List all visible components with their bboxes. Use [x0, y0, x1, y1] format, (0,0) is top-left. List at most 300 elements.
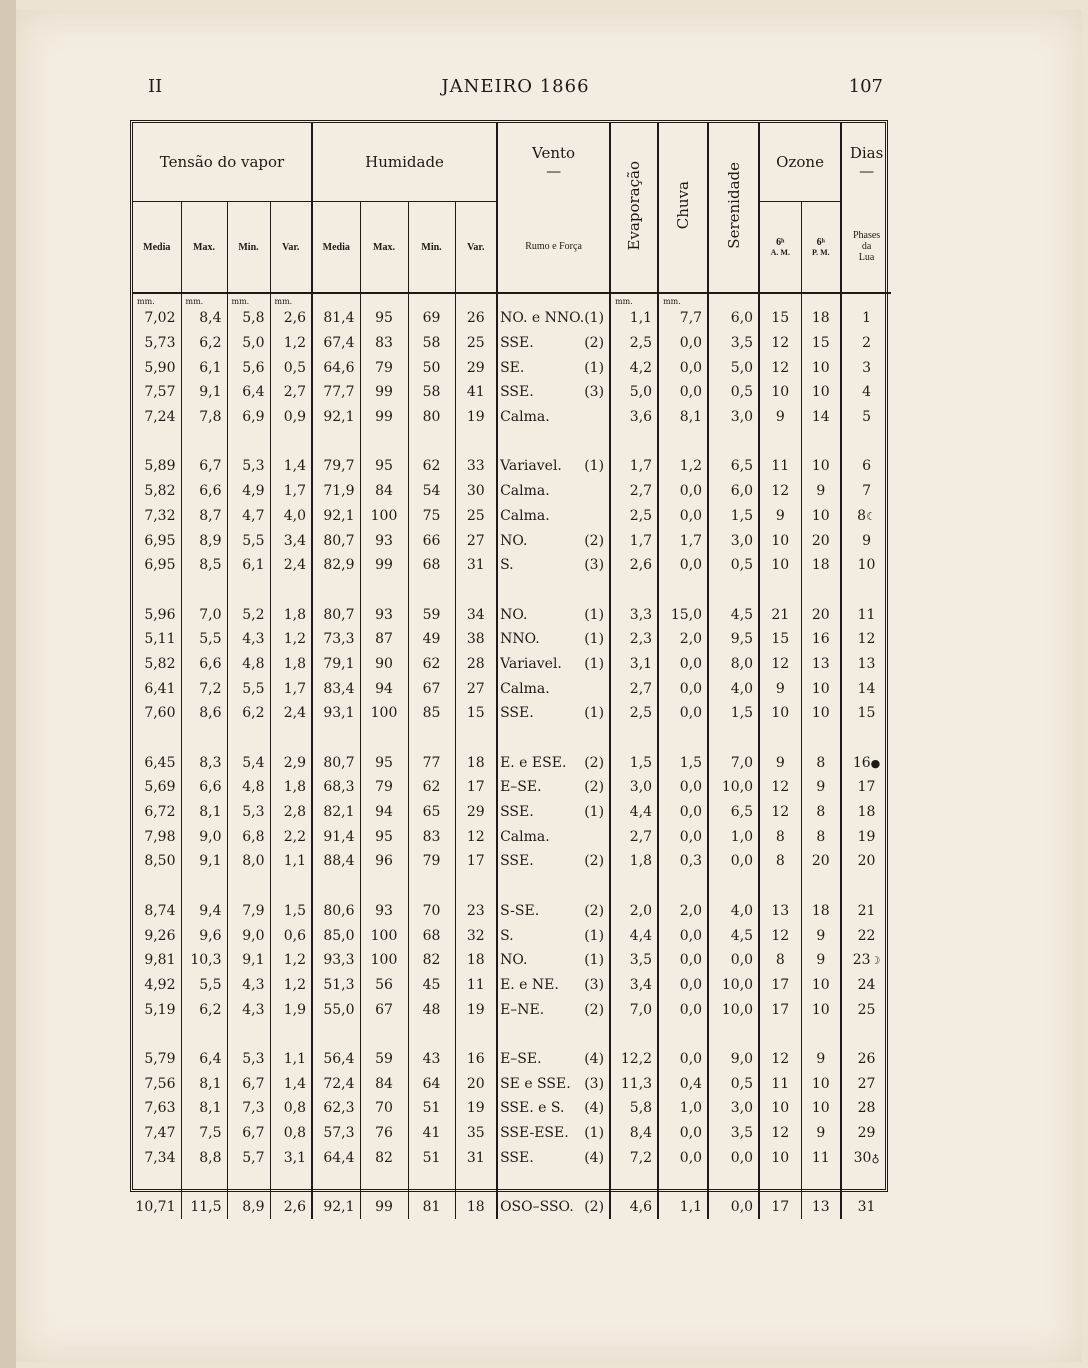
cell-tv: 3,1 [270, 1145, 312, 1170]
cell-tv: 1,8 [270, 652, 312, 677]
cell-op: 10 [801, 355, 841, 380]
cell-tv: 2,4 [270, 701, 312, 726]
table-row [133, 627, 891, 652]
cell-op: 9 [801, 1047, 841, 1072]
cell-hx: 99 [360, 405, 408, 430]
cell-tn: 6,7 [227, 1071, 270, 1096]
vento-direction: E–NE. [500, 1001, 545, 1018]
cell-dia [841, 899, 891, 924]
cell-hv: 34 [455, 602, 497, 627]
cell-hx: 87 [360, 627, 408, 652]
cell-hx: 100 [360, 701, 408, 726]
table-row [133, 1071, 891, 1096]
cell-hn: 51 [408, 1145, 455, 1170]
cell-hv: 19 [455, 1096, 497, 1121]
cell-tv: 1,1 [270, 849, 312, 874]
cell-tx: 8,1 [181, 1096, 227, 1121]
cell-hn: 83 [408, 824, 455, 849]
cell-dia [841, 454, 891, 479]
cell-hn: 58 [408, 331, 455, 356]
cell-tn: 5,0 [227, 331, 270, 356]
cell-hx: 59 [360, 1047, 408, 1072]
header-humidade-media: Media [312, 202, 360, 294]
cell-tv: 0,8 [270, 1121, 312, 1146]
cell-oa: 12 [759, 775, 801, 800]
cell-hv: 18 [455, 948, 497, 973]
cell-ev: 7,2 [610, 1145, 658, 1170]
table-row [133, 997, 891, 1022]
cell-tn: 5,5 [227, 676, 270, 701]
cell-hm: 83,4 [312, 676, 360, 701]
cell-oa: 17 [759, 997, 801, 1022]
cell-ev: 4,4 [610, 800, 658, 825]
cell-oa: 12 [759, 479, 801, 504]
cell-op: 13 [801, 1195, 841, 1220]
cell-vento [497, 997, 610, 1022]
vento-force: (1) [584, 655, 605, 672]
day-number: 18 [857, 804, 876, 821]
cell-hv: 12 [455, 824, 497, 849]
cell-tm: 5,79 [133, 1047, 181, 1072]
cell-oa: 17 [759, 1195, 801, 1220]
cell-tn: 4,9 [227, 479, 270, 504]
cell-hm: 56,4 [312, 1047, 360, 1072]
cell-tm: 5,82 [133, 652, 181, 677]
cell-dia [841, 331, 891, 356]
vento-force: (4) [584, 1100, 605, 1117]
day-number: 12 [857, 631, 876, 648]
cell-se: 0,0 [708, 1195, 759, 1220]
cell-hn: 49 [408, 627, 455, 652]
cell-hn: 85 [408, 701, 455, 726]
cell-oa: 12 [759, 355, 801, 380]
header-ozone: Ozone [759, 123, 841, 202]
cell-hn: 64 [408, 1071, 455, 1096]
cell-hv: 41 [455, 380, 497, 405]
cell-hv: 19 [455, 405, 497, 430]
cell-tn: 8,9 [227, 1195, 270, 1220]
cell-op: 18 [801, 553, 841, 578]
cell-se: 0,5 [708, 380, 759, 405]
day-number: 28 [857, 1100, 876, 1117]
cell-hm: 80,6 [312, 899, 360, 924]
table-row [133, 824, 891, 849]
cell-op: 10 [801, 1071, 841, 1096]
cell-se: 3,0 [708, 528, 759, 553]
cell-hm: 51,3 [312, 973, 360, 998]
cell-ev: 1,5 [610, 750, 658, 775]
cell-se: 1,5 [708, 701, 759, 726]
moon-phase-icon: ☽ [870, 954, 881, 968]
cell-tm: 7,24 [133, 405, 181, 430]
header-vento-label: Vento [532, 144, 576, 163]
table-row [133, 1145, 891, 1170]
cell-hn: 62 [408, 454, 455, 479]
cell-se: 6,0 [708, 306, 759, 331]
cell-vento [497, 355, 610, 380]
table-row [133, 331, 891, 356]
cell-ev: 2,0 [610, 899, 658, 924]
table-row [133, 528, 891, 553]
cell-dia [841, 1096, 891, 1121]
table-row [133, 1096, 891, 1121]
cell-ch: 1,2 [658, 454, 708, 479]
day-number: 19 [857, 828, 876, 845]
cell-ev: 3,1 [610, 652, 658, 677]
cell-vento [497, 1096, 610, 1121]
vento-force: (2) [584, 779, 605, 796]
vento-direction: SSE. [500, 335, 534, 352]
cell-tv: 3,4 [270, 528, 312, 553]
cell-hn: 41 [408, 1121, 455, 1146]
cell-op: 13 [801, 652, 841, 677]
cell-hv: 23 [455, 899, 497, 924]
vento-direction: E. e ESE. [500, 754, 567, 771]
cell-dia [841, 627, 891, 652]
group-spacer [133, 578, 891, 603]
table-row [133, 676, 891, 701]
cell-oa: 9 [759, 676, 801, 701]
cell-oa: 12 [759, 331, 801, 356]
moon-phase-icon: ● [870, 756, 881, 770]
cell-tm: 5,96 [133, 602, 181, 627]
cell-ch: 0,0 [658, 1145, 708, 1170]
cell-hn: 80 [408, 405, 455, 430]
cell-ev: 1,8 [610, 849, 658, 874]
vento-direction: NO. [500, 952, 528, 969]
cell-hn: 75 [408, 504, 455, 529]
vento-direction: E. e NE. [500, 976, 559, 993]
cell-dia [841, 1121, 891, 1146]
vento-force: (1) [584, 804, 605, 821]
cell-hv: 17 [455, 849, 497, 874]
cell-vento [497, 380, 610, 405]
cell-hv: 35 [455, 1121, 497, 1146]
cell-tm: 7,57 [133, 380, 181, 405]
cell-dia [841, 306, 891, 331]
header-dias-label: Dias [849, 144, 884, 163]
table-row [133, 1047, 891, 1072]
cell-tm: 6,45 [133, 750, 181, 775]
cell-tv: 4,0 [270, 504, 312, 529]
cell-tx: 8,9 [181, 528, 227, 553]
cell-hn: 59 [408, 602, 455, 627]
cell-oa: 10 [759, 701, 801, 726]
cell-op: 10 [801, 676, 841, 701]
cell-tm: 7,56 [133, 1071, 181, 1096]
table-row [133, 553, 891, 578]
day-number: 27 [857, 1075, 876, 1092]
cell-hm: 92,1 [312, 1195, 360, 1220]
cell-op: 8 [801, 800, 841, 825]
cell-ch: 2,0 [658, 899, 708, 924]
vento-direction: SSE. [500, 853, 534, 870]
cell-op: 10 [801, 1096, 841, 1121]
cell-op: 10 [801, 454, 841, 479]
cell-ev: 3,4 [610, 973, 658, 998]
day-number: 29 [857, 1125, 876, 1142]
vento-direction: E–SE. [500, 779, 542, 796]
cell-tn: 6,1 [227, 553, 270, 578]
cell-op: 9 [801, 948, 841, 973]
cell-hv: 29 [455, 800, 497, 825]
cell-ev: 1,1 [610, 306, 658, 331]
day-number: 11 [857, 606, 876, 623]
cell-hm: 62,3 [312, 1096, 360, 1121]
cell-ch: 2,0 [658, 627, 708, 652]
cell-dia [841, 528, 891, 553]
cell-ev: 4,4 [610, 923, 658, 948]
cell-tn: 6,7 [227, 1121, 270, 1146]
cell-oa: 15 [759, 627, 801, 652]
cell-hv: 33 [455, 454, 497, 479]
vento-force: (1) [584, 359, 605, 376]
cell-tv: 1,4 [270, 454, 312, 479]
table-row [133, 504, 891, 529]
cell-ev: 12,2 [610, 1047, 658, 1072]
cell-ev: 1,7 [610, 528, 658, 553]
cell-vento [497, 627, 610, 652]
cell-hm: 82,9 [312, 553, 360, 578]
cell-ch: 0,0 [658, 701, 708, 726]
cell-hx: 70 [360, 1096, 408, 1121]
cell-tx: 8,1 [181, 800, 227, 825]
table-row [133, 775, 891, 800]
cell-oa: 8 [759, 948, 801, 973]
cell-hm: 71,9 [312, 479, 360, 504]
vento-force: (3) [584, 384, 605, 401]
cell-tv: 2,8 [270, 800, 312, 825]
table-body [133, 306, 891, 1219]
day-number: 6 [862, 458, 872, 475]
cell-hn: 45 [408, 973, 455, 998]
group-spacer [133, 1022, 891, 1047]
cell-vento [497, 405, 610, 430]
day-number: 17 [857, 779, 876, 796]
cell-tx: 9,1 [181, 380, 227, 405]
cell-tn: 5,4 [227, 750, 270, 775]
cell-tv: 1,2 [270, 948, 312, 973]
cell-hn: 65 [408, 800, 455, 825]
cell-hv: 18 [455, 750, 497, 775]
cell-se: 0,5 [708, 553, 759, 578]
moon-phase-icon: ♁ [871, 1151, 880, 1165]
cell-se: 1,5 [708, 504, 759, 529]
vento-force: (2) [584, 1001, 605, 1018]
header-vento-dash: — [546, 162, 562, 181]
cell-op: 20 [801, 528, 841, 553]
cell-vento [497, 800, 610, 825]
cell-tm: 10,71 [133, 1195, 181, 1220]
cell-hv: 25 [455, 504, 497, 529]
vento-direction: SSE. [500, 804, 534, 821]
cell-ch: 0,0 [658, 775, 708, 800]
cell-ev: 8,4 [610, 1121, 658, 1146]
vento-direction: S-SE. [500, 902, 540, 919]
table-row [133, 899, 891, 924]
header-humidade-max: Max. [360, 202, 408, 294]
vento-force: (3) [584, 976, 605, 993]
cell-tv: 0,5 [270, 355, 312, 380]
cell-vento [497, 652, 610, 677]
table-row [133, 923, 891, 948]
unit-tensao-var: mm. [270, 293, 312, 306]
table-row [133, 701, 891, 726]
cell-ev: 3,0 [610, 775, 658, 800]
page-edge [0, 0, 16, 1368]
cell-hm: 57,3 [312, 1121, 360, 1146]
cell-hx: 84 [360, 1071, 408, 1096]
cell-ch: 1,5 [658, 750, 708, 775]
header-ozone-am [759, 202, 801, 294]
cell-ev: 2,5 [610, 504, 658, 529]
cell-ch: 0,3 [658, 849, 708, 874]
cell-hv: 18 [455, 1195, 497, 1220]
vento-direction: SSE. [500, 705, 534, 722]
cell-tx: 6,7 [181, 454, 227, 479]
header-serenidade-label: Serenidade [724, 162, 743, 249]
cell-tx: 5,5 [181, 973, 227, 998]
cell-tn: 5,2 [227, 602, 270, 627]
cell-tv: 2,6 [270, 1195, 312, 1220]
cell-oa: 11 [759, 454, 801, 479]
cell-ev: 2,3 [610, 627, 658, 652]
cell-tv: 0,9 [270, 405, 312, 430]
cell-tx: 8,5 [181, 553, 227, 578]
cell-tx: 8,6 [181, 701, 227, 726]
vento-force: (1) [584, 952, 605, 969]
cell-vento [497, 1145, 610, 1170]
vento-direction: Calma. [500, 680, 550, 697]
section-number: II [148, 76, 163, 97]
table-row [133, 800, 891, 825]
cell-op: 8 [801, 750, 841, 775]
cell-tm: 7,34 [133, 1145, 181, 1170]
vento-direction: SSE-ESE. [500, 1125, 569, 1142]
cell-tn: 6,8 [227, 824, 270, 849]
table-row [133, 306, 891, 331]
cell-ev: 7,0 [610, 997, 658, 1022]
cell-oa: 21 [759, 602, 801, 627]
vento-direction: SSE. e S. [500, 1100, 565, 1117]
vento-direction: E–SE. [500, 1050, 542, 1067]
cell-tm: 7,02 [133, 306, 181, 331]
cell-oa: 10 [759, 553, 801, 578]
day-number: 30 [853, 1149, 872, 1166]
table-row [133, 948, 891, 973]
cell-hn: 62 [408, 652, 455, 677]
cell-tv: 1,8 [270, 775, 312, 800]
cell-op: 10 [801, 380, 841, 405]
cell-se: 4,0 [708, 899, 759, 924]
cell-se: 8,0 [708, 652, 759, 677]
vento-direction: SE e SSE. [500, 1075, 571, 1092]
cell-tn: 4,3 [227, 997, 270, 1022]
header-tensao-media: Media [133, 202, 181, 294]
cell-se: 9,5 [708, 627, 759, 652]
cell-hn: 58 [408, 380, 455, 405]
cell-tm: 8,50 [133, 849, 181, 874]
cell-dia [841, 824, 891, 849]
cell-hx: 90 [360, 652, 408, 677]
cell-hx: 95 [360, 306, 408, 331]
cell-hm: 93,1 [312, 701, 360, 726]
cell-tm: 5,19 [133, 997, 181, 1022]
cell-oa: 10 [759, 1145, 801, 1170]
cell-se: 6,5 [708, 800, 759, 825]
header-chuva-label: Chuva [674, 181, 693, 230]
cell-hx: 96 [360, 849, 408, 874]
cell-vento [497, 1071, 610, 1096]
table-row [133, 380, 891, 405]
page-title: JANEIRO 1866 [441, 76, 590, 97]
vento-force: (2) [584, 335, 605, 352]
vento-force: (4) [584, 1050, 605, 1067]
cell-hv: 26 [455, 306, 497, 331]
cell-op: 16 [801, 627, 841, 652]
cell-hv: 32 [455, 923, 497, 948]
cell-hx: 94 [360, 800, 408, 825]
cell-oa: 15 [759, 306, 801, 331]
vento-direction: NO. [500, 606, 528, 623]
day-number: 22 [857, 927, 876, 944]
cell-hv: 29 [455, 355, 497, 380]
cell-op: 9 [801, 479, 841, 504]
cell-hv: 11 [455, 973, 497, 998]
cell-oa: 17 [759, 973, 801, 998]
header-ozone-am-label: 6ʰ [776, 237, 785, 248]
cell-hm: 93,3 [312, 948, 360, 973]
cell-se: 5,0 [708, 355, 759, 380]
cell-hx: 95 [360, 454, 408, 479]
group-spacer [133, 1170, 891, 1195]
cell-hm: 92,1 [312, 405, 360, 430]
table-row [133, 750, 891, 775]
cell-ev: 3,6 [610, 405, 658, 430]
cell-ch: 8,1 [658, 405, 708, 430]
cell-hv: 25 [455, 331, 497, 356]
day-number: 16 [852, 754, 871, 771]
header-tensao-var: Var. [270, 202, 312, 294]
cell-dia [841, 504, 891, 529]
vento-direction: Calma. [500, 409, 550, 426]
cell-tn: 4,8 [227, 775, 270, 800]
cell-hn: 68 [408, 923, 455, 948]
day-number: 26 [857, 1050, 876, 1067]
cell-tm: 9,26 [133, 923, 181, 948]
table-row [133, 652, 891, 677]
cell-ev: 11,3 [610, 1071, 658, 1096]
cell-hm: 68,3 [312, 775, 360, 800]
cell-oa: 10 [759, 528, 801, 553]
cell-vento [497, 923, 610, 948]
cell-tv: 1,2 [270, 331, 312, 356]
cell-tv: 0,8 [270, 1096, 312, 1121]
cell-se: 4,5 [708, 602, 759, 627]
cell-vento [497, 701, 610, 726]
cell-dia [841, 849, 891, 874]
cell-tm: 5,69 [133, 775, 181, 800]
vento-force: (3) [584, 1075, 605, 1092]
cell-tv: 2,6 [270, 306, 312, 331]
cell-hm: 64,6 [312, 355, 360, 380]
header-humidade-var: Var. [455, 202, 497, 294]
header-dias [841, 123, 891, 202]
cell-op: 8 [801, 824, 841, 849]
table-row [133, 1195, 891, 1220]
header-chuva [658, 123, 708, 293]
day-number: 7 [862, 483, 872, 500]
